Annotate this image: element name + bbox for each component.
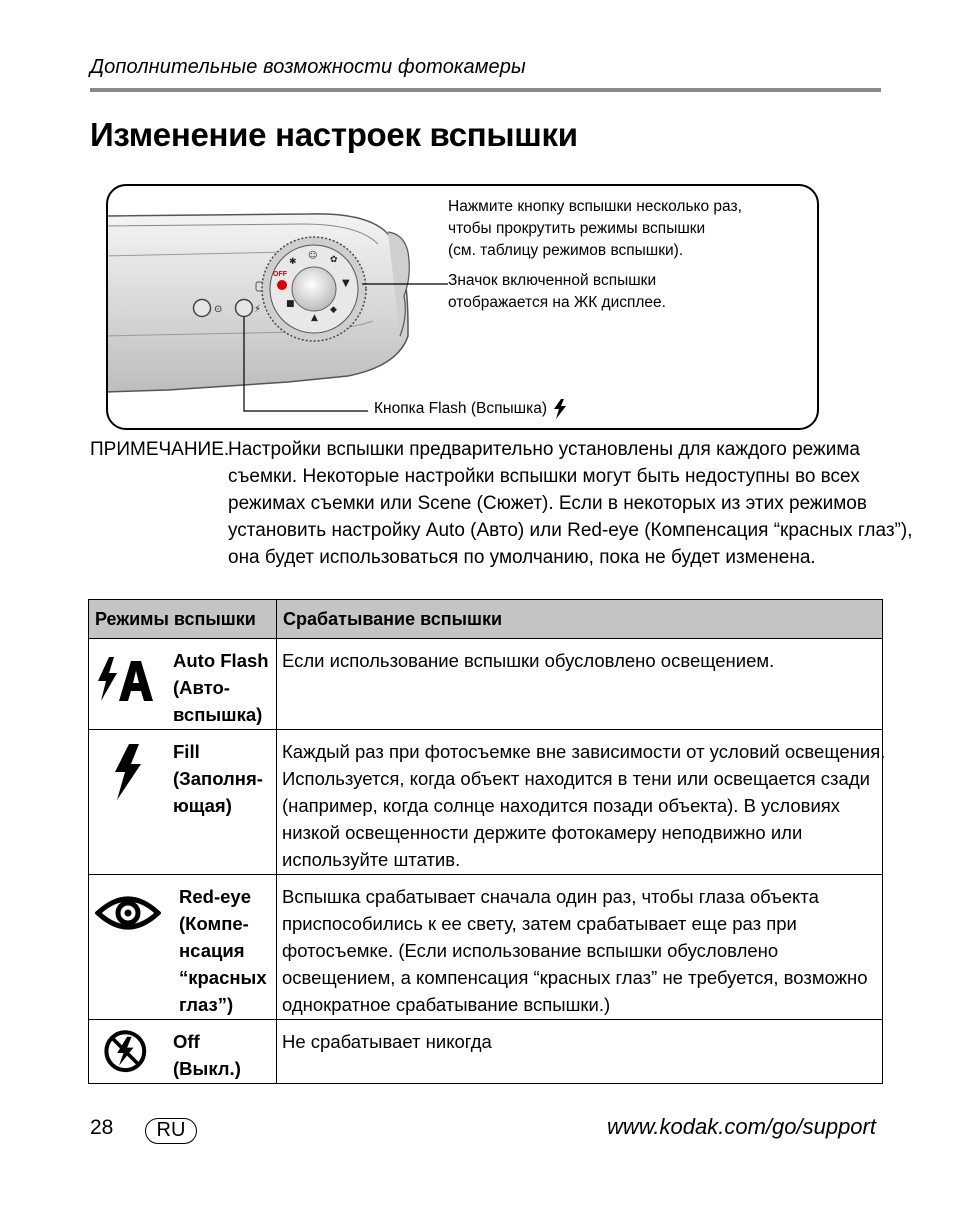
mode-description: Вспышка срабатывает сначала один раз, чтобы глаза объекта приспособились к ее свету, затем срабатывает еще раз при фотосъемке. (Если использование вспышки обусловлено освещением, а компенсация “красных глаз” не требуется, возможно однократное срабатывание вспышки.): [277, 875, 883, 1020]
page-number: 28: [90, 1116, 114, 1139]
table-row: [89, 1020, 883, 1084]
svg-text:▼: ▼: [342, 278, 350, 289]
callout-flash-button: [374, 398, 567, 420]
note-text: [228, 436, 913, 571]
fill-flash-icon: [95, 742, 161, 802]
svg-text:OFF: OFF: [273, 271, 287, 278]
table-row: [89, 875, 883, 1020]
auto-flash-icon: [95, 649, 161, 709]
note-line: она будет использоваться по умолчанию, пока не будет изменена.: [228, 547, 816, 568]
mode-cell: [89, 730, 277, 875]
callout-press-flash: [448, 196, 808, 262]
svg-text:✿: ✿: [330, 255, 338, 265]
note-line: режимах съемки или Scene (Сюжет). Если в некоторых из этих режимов: [228, 493, 867, 514]
table-row: [89, 639, 883, 730]
mode-cell: [89, 1020, 277, 1084]
language-badge: RU: [145, 1118, 197, 1144]
mode-description: Не срабатывает никогда: [277, 1020, 883, 1084]
note-line: установить настройку Auto (Авто) или Red-eye (Компенсация “красных глаз”),: [228, 520, 913, 541]
callout-line: Значок включенной вспышки: [448, 272, 657, 289]
svg-text:✱: ✱: [289, 257, 297, 267]
svg-text:☺: ☺: [308, 251, 318, 261]
red-eye-icon: [95, 883, 161, 943]
svg-text:▲: ▲: [311, 313, 318, 323]
callout-line: отображается на ЖК дисплее.: [448, 294, 666, 311]
mode-name: Fill (Заполня- ющая): [173, 741, 263, 816]
header-modes: Режимы вспышки: [89, 600, 277, 639]
support-url[interactable]: www.kodak.com/go/support: [606, 1114, 876, 1139]
table-header-row: [89, 600, 883, 639]
note-line: съемки. Некоторые настройки вспышки могут быть недоступны во всех: [228, 466, 860, 487]
svg-text:◆: ◆: [330, 305, 337, 315]
flash-off-icon: [95, 1026, 161, 1080]
table-row: [89, 730, 883, 875]
svg-text:■: ■: [286, 299, 295, 309]
header-rule: [90, 88, 881, 92]
note-line: Настройки вспышки предварительно установлены для каждого режима: [228, 439, 860, 460]
mode-cell: [89, 875, 277, 1020]
flash-bolt-icon: [553, 399, 567, 419]
note-label: ПРИМЕЧАНИЕ.: [90, 439, 230, 460]
page-title: Изменение настроек вспышки: [90, 116, 578, 153]
svg-text:⊙: ⊙: [214, 304, 223, 315]
svg-text:⚡: ⚡: [254, 304, 262, 315]
callout-lcd-icon: [448, 270, 808, 314]
flash-modes-table: [88, 599, 886, 1084]
mode-name: Off (Выкл.): [173, 1031, 241, 1079]
header-behavior: Срабатывание вспышки: [277, 600, 883, 639]
mode-cell: [89, 639, 277, 730]
mode-name: Red-eye (Компе- нсация “красных глаз”): [179, 886, 267, 1015]
mode-description: Если использование вспышки обусловлено освещением.: [277, 639, 883, 730]
mode-name: Auto Flash (Авто- вспышка): [173, 650, 269, 725]
callout-line: Нажмите кнопку вспышки несколько раз,: [448, 198, 742, 215]
callout-line: (см. таблицу режимов вспышки).: [448, 242, 684, 259]
running-header: Дополнительные возможности фотокамеры: [90, 56, 526, 78]
callout-line: чтобы прокрутить режимы вспышки: [448, 220, 706, 237]
mode-description: Каждый раз при фотосъемке вне зависимости от условий освещения. Используется, когда объект находится в тени или освещается сзади (например, когда солнце находится позади объекта). В условиях низкой освещенности держите фотокамеру неподвижно или используйте штатив.: [277, 730, 883, 875]
camera-figure: [106, 184, 819, 430]
callout-button-label: Кнопка Flash (Вспышка): [374, 400, 547, 417]
